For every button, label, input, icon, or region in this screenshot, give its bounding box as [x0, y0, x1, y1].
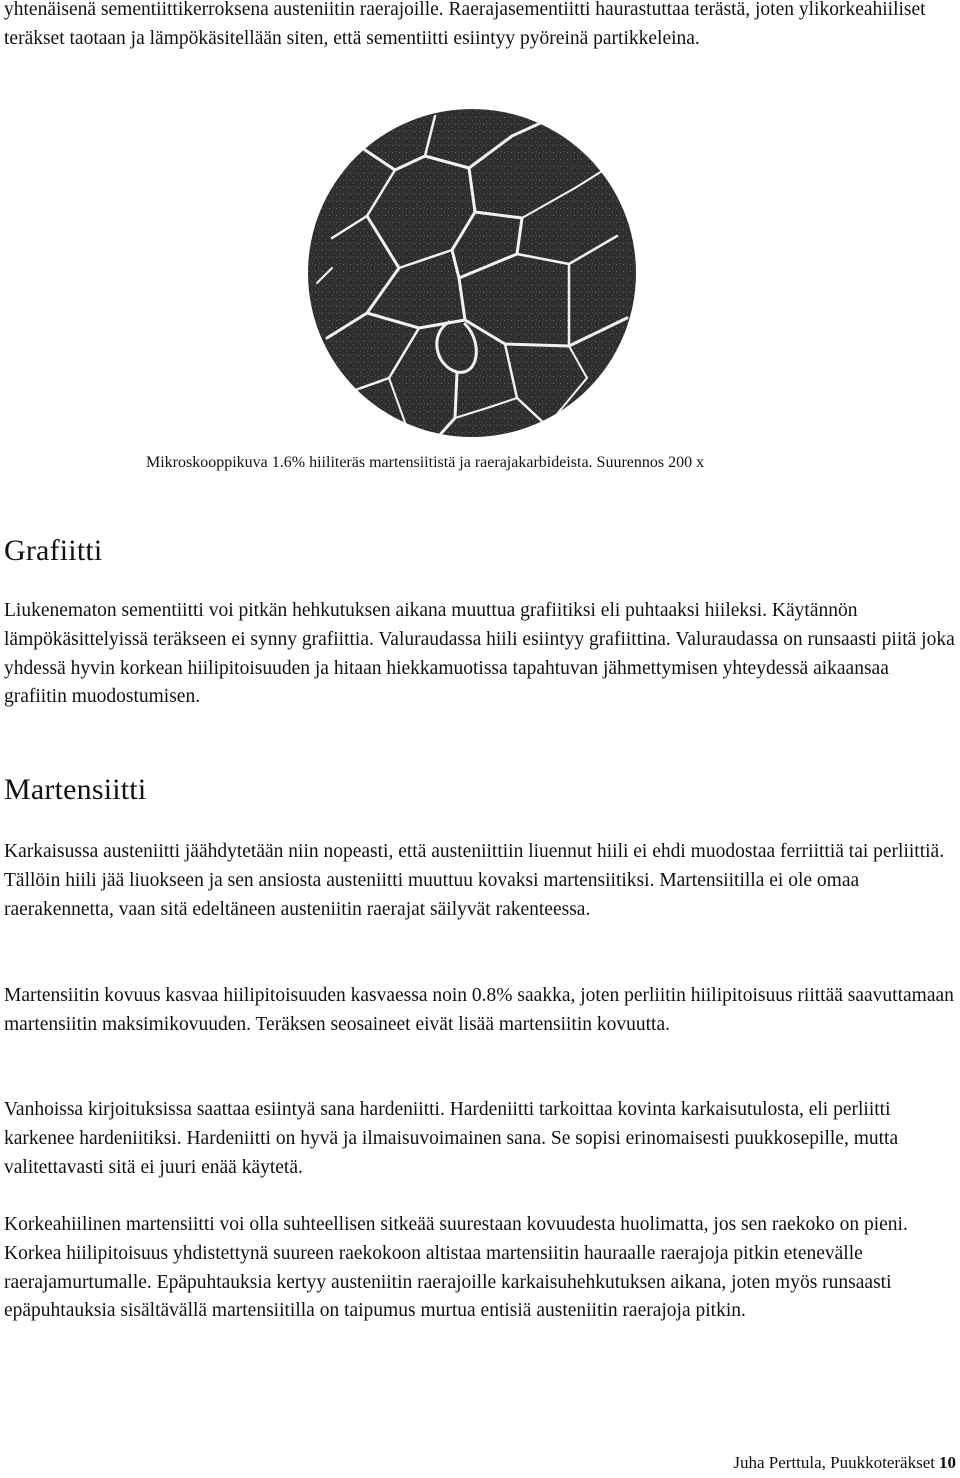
figure-caption: Mikroskooppikuva 1.6% hiiliteräs martensiitistä ja raerajakarbideista. Suurennos 200 x — [146, 454, 705, 471]
martensiitti-paragraph-2: Martensiitin kovuus kasvaa hiilipitoisuuden kasvaessa noin 0.8% saakka, joten perliitin hiilipitoisuus riittää saavuttamaan martensiitin maksimikovuuden. Teräksen seosaineet eivät lisää martensiitin kovuutta. — [4, 985, 954, 1035]
page-footer — [733, 1452, 956, 1474]
micrograph-image — [307, 108, 637, 438]
grafiitti-paragraph: Liukenematon sementiitti voi pitkän hehkutuksen aikana muuttua grafiitiksi eli puhtaaksi hiileksi. Käytännön lämpökäsittelyissä teräkseen ei synny grafiittia. Valuraudassa hiili esiintyy grafiittina. Valuraudassa on runsaasti piitä joka yhdessä hyvin korkean hiilipitoisuuden ja hitaan hiekkamuotissa tapahtuvan jähmettymisen yhteydessä aikaansaa grafiitin muodostumisen. — [4, 600, 955, 708]
page-number: 10 — [939, 1453, 956, 1472]
section-heading-grafiitti: Grafiitti — [4, 534, 103, 567]
martensiitti-paragraph-1: Karkaisussa austeniitti jäähdytetään niin nopeasti, että austeniittiin liuennut hiili ei ehdi muodostaa ferriittiä tai perliittiä. Tällöin hiili jää liuokseen ja sen ansiosta austeniitti muuttuu kovaksi martensiitiksi. Martensiitilla ei ole omaa raerakennetta, vaan sitä edeltäneen austeniitin raerajat säilyvät rakenteessa. — [4, 841, 945, 920]
martensiitti-paragraph-4: Korkeahiilinen martensiitti voi olla suhteellisen sitkeää suurestaan kovuudesta huolimatta, jos sen raekoko on pieni. Korkea hiilipitoisuus yhdistettynä suureen raekokoon altistaa martensiitin hauraalle raerajoja pitkin etenevälle raerajamurtumalle. Epäpuhtauksia kertyy austeniitin raerajoille karkaisuhehkutuksen aikana, joten myös runsaasti epäpuhtauksia sisältävällä martensiitilla on taipumus murtua entisiä austeniitin raerajoja pitkin. — [4, 1214, 908, 1322]
footer-author-title: Juha Perttula, Puukkoteräkset — [733, 1453, 935, 1472]
intro-paragraph: yhtenäisenä sementiittikerroksena austeniitin raerajoille. Raerajasementiitti haurastuttaa terästä, joten ylikorkeahiiliset teräkset taotaan ja lämpökäsitellään siten, että sementiitti esiintyy pyöreinä partikkeleina. — [4, 0, 926, 49]
martensiitti-paragraph-3: Vanhoissa kirjoituksissa saattaa esiintyä sana hardeniitti. Hardeniitti tarkoittaa kovinta karkaisutulosta, eli perliitti karkenee hardeniitiksi. Hardeniitti on hyvä ja ilmaisuvoimainen sana. Se sopisi erinomaisesti puukkosepille, mutta valitettavasti sitä ei juuri enää käytetä. — [4, 1099, 899, 1178]
section-heading-martensiitti: Martensiitti — [4, 773, 147, 806]
